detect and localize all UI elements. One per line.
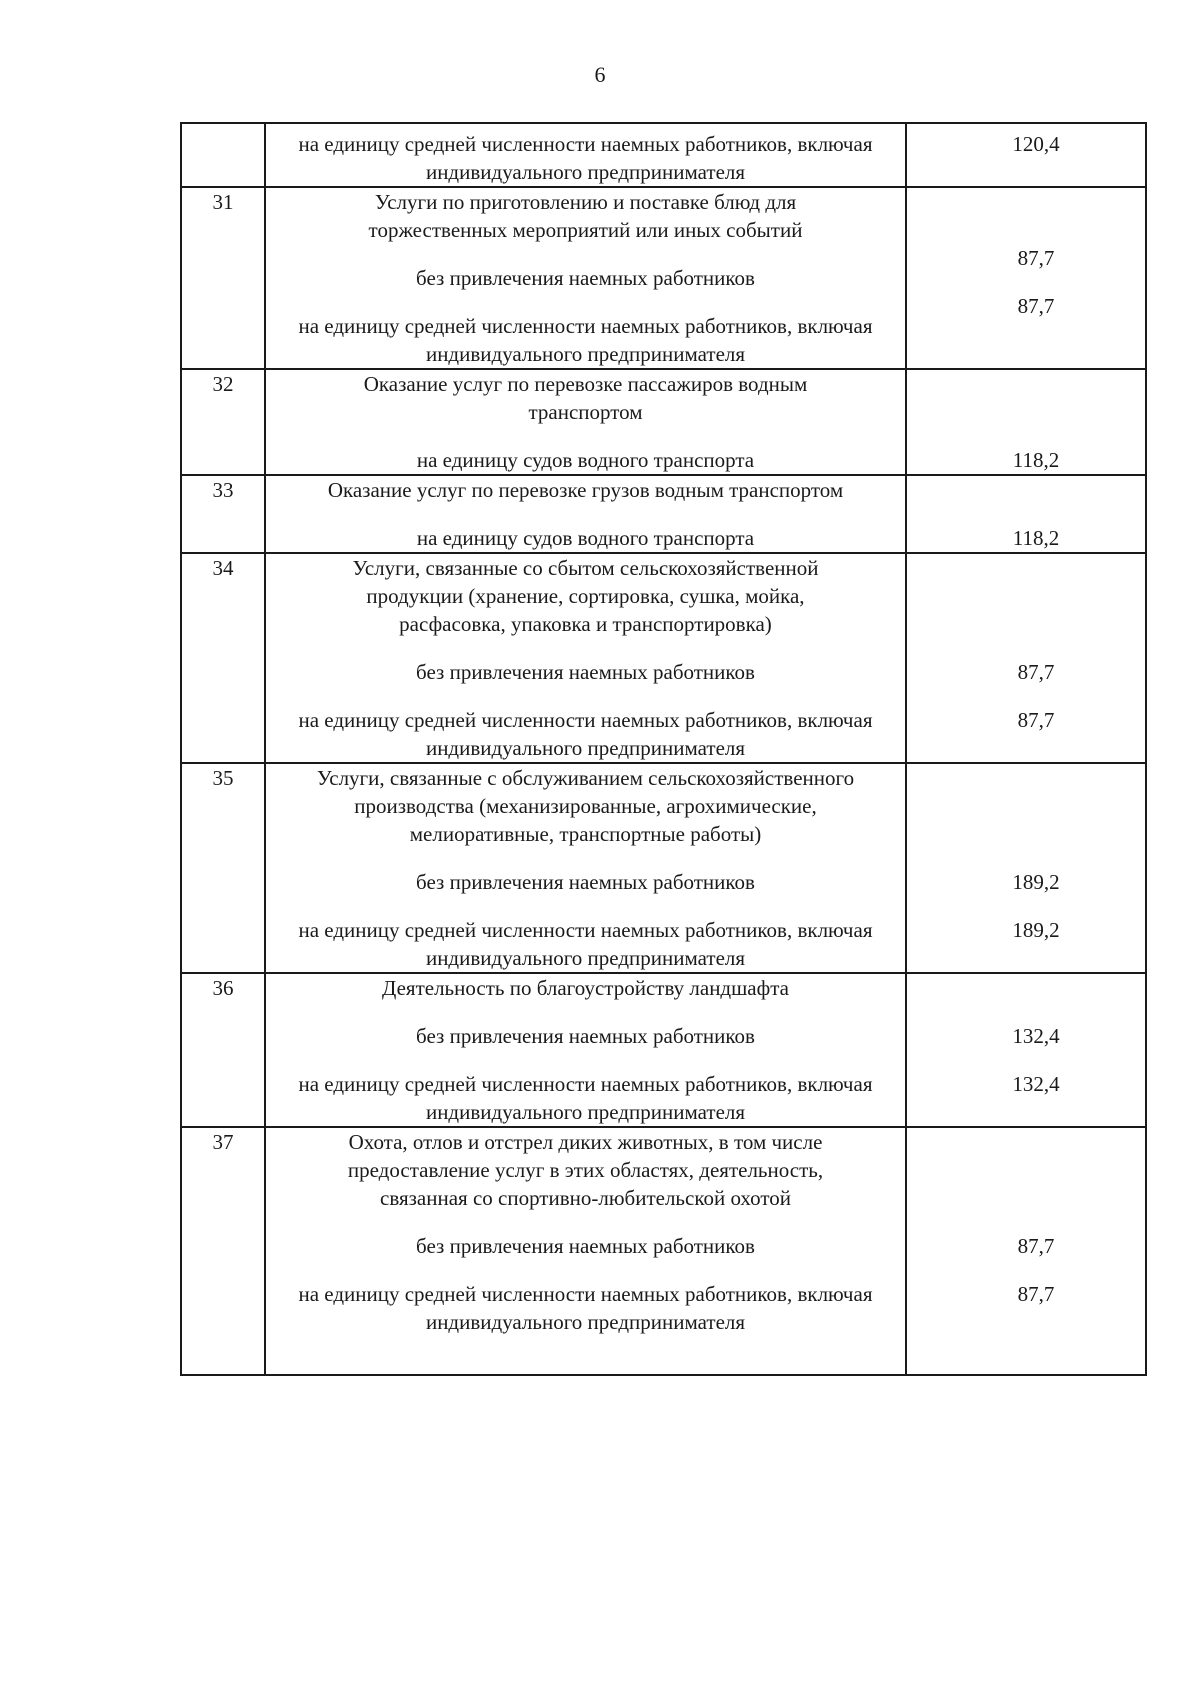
- row-title: Оказание услуг по перевозке пассажиров водным транспортом: [363, 372, 808, 424]
- row-number: 34: [181, 553, 265, 763]
- row-description: [265, 553, 906, 763]
- row-description: [265, 187, 906, 369]
- row-values: [906, 763, 1146, 973]
- item-value: 120,4: [1012, 132, 1060, 156]
- row-number: 31: [181, 187, 265, 369]
- item-label: на единицу средней численности наемных работников, включая индивидуального предпринимателя: [298, 918, 873, 970]
- item-label: на единицу средней численности наемных работников, включая индивидуального предпринимателя: [298, 314, 873, 366]
- item-label: на единицу средней численности наемных работников, включая индивидуального предпринимателя: [298, 1282, 873, 1334]
- row-values: [906, 369, 1146, 475]
- page-number: 6: [594, 62, 606, 87]
- item-label: без привлечения наемных работников: [416, 1234, 755, 1258]
- table-row-31: [181, 187, 1146, 369]
- row-values: [906, 475, 1146, 553]
- row-number: 37: [181, 1127, 265, 1375]
- row-number: 35: [181, 763, 265, 973]
- item-value: 87,7: [1017, 708, 1055, 732]
- item-value: 132,4: [1012, 1024, 1060, 1048]
- item-value: 87,7: [1017, 660, 1055, 684]
- row-title: Услуги по приготовлению и поставке блюд для торжественных мероприятий или иных событий: [368, 190, 803, 242]
- row-number: 33: [181, 475, 265, 553]
- item-label: на единицу средней численности наемных работников, включая индивидуального предпринимателя: [298, 708, 873, 760]
- table-row-33: [181, 475, 1146, 553]
- row-values: [906, 123, 1146, 187]
- row-title: Охота, отлов и отстрел диких животных, в том числе предоставление услуг в этих областях, деятельность, связанная со спортивно-любительской охотой: [347, 1130, 824, 1210]
- item-value: 118,2: [1012, 526, 1060, 550]
- item-label: на единицу средней численности наемных работников, включая индивидуального предпринимателя: [298, 1072, 873, 1124]
- row-values: [906, 1127, 1146, 1375]
- table-row-continuation: [181, 123, 1146, 187]
- row-description: [265, 973, 906, 1127]
- item-value: 87,7: [1017, 1234, 1055, 1258]
- row-description: [265, 763, 906, 973]
- row-title: Услуги, связанные со сбытом сельскохозяйственной продукции (хранение, сортировка, сушка, мойка, расфасовка, упаковка и транспортировка): [352, 556, 819, 636]
- item-label: без привлечения наемных работников: [416, 1024, 755, 1048]
- item-label: на единицу судов водного транспорта: [416, 448, 755, 472]
- item-value: 132,4: [1012, 1072, 1060, 1096]
- item-label: без привлечения наемных работников: [416, 870, 755, 894]
- item-value: 189,2: [1012, 870, 1060, 894]
- item-value: 87,7: [1017, 294, 1055, 318]
- row-number: 36: [181, 973, 265, 1127]
- row-values: [906, 973, 1146, 1127]
- item-value: 87,7: [1017, 1282, 1055, 1306]
- item-label: без привлечения наемных работников: [416, 660, 755, 684]
- row-title: Деятельность по благоустройству ландшафта: [382, 976, 789, 1000]
- table-row-37: [181, 1127, 1146, 1375]
- row-title: Оказание услуг по перевозке грузов водным транспортом: [327, 478, 844, 502]
- row-description: [265, 123, 906, 187]
- row-description: [265, 1127, 906, 1375]
- row-number: 32: [181, 369, 265, 475]
- item-label: на единицу судов водного транспорта: [416, 526, 755, 550]
- row-values: [906, 187, 1146, 369]
- table-row-34: [181, 553, 1146, 763]
- table-row-32: [181, 369, 1146, 475]
- row-title: Услуги, связанные с обслуживанием сельскохозяйственного производства (механизированные, агрохимические, мелиоративные, транспортные работы): [316, 766, 855, 846]
- row-description: [265, 475, 906, 553]
- item-value: 189,2: [1012, 918, 1060, 942]
- item-label: на единицу средней численности наемных работников, включая индивидуального предпринимателя: [298, 132, 873, 184]
- table-row-36: [181, 973, 1146, 1127]
- item-value: 87,7: [1017, 246, 1055, 270]
- row-values: [906, 553, 1146, 763]
- table-row-35: [181, 763, 1146, 973]
- item-label: без привлечения наемных работников: [416, 266, 755, 290]
- item-value: 118,2: [1012, 448, 1060, 472]
- row-description: [265, 369, 906, 475]
- row-number: [181, 123, 265, 187]
- tariff-table: [180, 122, 1147, 1376]
